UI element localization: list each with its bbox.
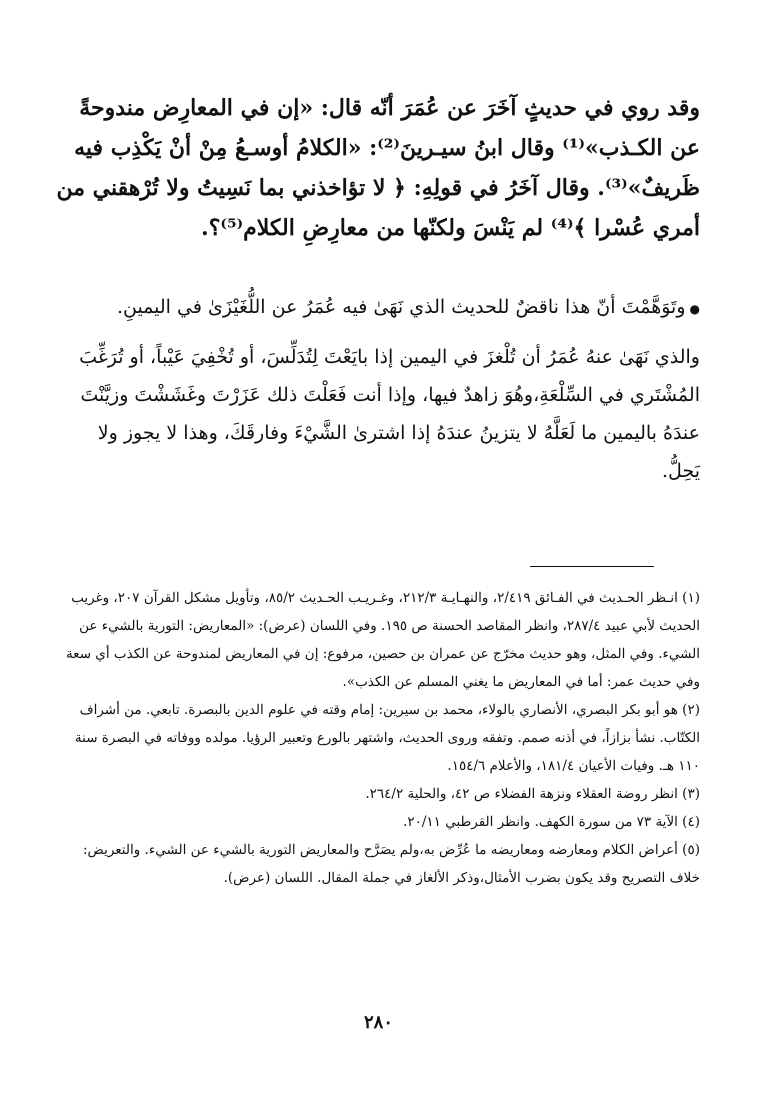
paragraph-quotes: وقد روي في حديثٍ آخَرَ عن عُمَرَ أنّه قال: «إن في المعارِض مندوحةً عن الكـذب»⁽¹⁾ وقال ابنُ سيـرينَ⁽²⁾: «الكلامُ أوسـعُ مِنْ أنْ يَكْذِب فيه ظَريفٌ»⁽³⁾. وقال آخَرُ في قولِهِ: ﴿ لا تؤاخذني بما نَسِيتُ ولا تُرْهقني من أمري عُسْرا ﴾⁽⁴⁾ لم يَنْسَ ولكنّها من معارِضِ الكلام⁽⁵⁾؟.	[56, 95, 700, 241]
footnote-2: (٢) هو أبو بكر البصري، الأنصاري بالولاء، محمد بن سيرين: إمام وقته في علوم الدين بالبصرة. تابعي. من أشراف الكتّاب. نشأ بزازاً، في أذنه صمم. وتفقه وروى الحديث، واشتهر بالورع وتعبير الرؤيا. مولده ووفاته في البصرة سنة ١١٠ هـ. وفيات الأعيان ١٨١/٤، والأعلام ١٥٤/٦.	[74, 702, 700, 774]
footnote-5: (٥) أعراض الكلام ومعارضه ومعاريضه ما عُرِّض به،ولم يصَرَّح والمعاريض التورية بالشيء عن الشيء. والتعريض: خلاف التصريح وقد يكون بضرب الأمثال،وذكر الألغاز في جملة المقال. اللسان (عرض).	[83, 842, 700, 886]
paragraph-reply: والذي نَهَىٰ عنهُ عُمَرُ أن تُلْغزَ في اليمين إذا بايَعْتَ لِتُدَلِّسَ، أو تُخْفِيَ عَيْباً، أو تُرَغِّبَ المُشْتَري في السِّلْعَةِ،وهُوَ زاهدٌ فيها، وإذا أنت فَعَلْتَ ذلك عَزَرْتَ وغَشَشْتَ وزيَّنْتَ عندَهُ باليمين ما لَعَلَّهُ لا يتزينُ عندَهُ إذا اشترىٰ الشَّيْءَ وفارقَكَ، وهذا لا يجوز ولا يَحِلُّ.	[79, 346, 700, 482]
paragraph-objection-text: وتَوَهَّمْتَ أنّ هذا ناقضٌ للحديث الذي نَهَىٰ فيه عُمَرُ عن اللُّغَيْزَىٰ في اليمينِ.	[116, 296, 686, 318]
page-number: ٢٨٠	[363, 1012, 393, 1033]
footnote-1: (١) انـظر الحـديث في الفـائق ٢/٤١٩، والنهـايـة ٢١٢/٣، وغـريـب الحـديث ٨٥/٢، وتأويل مشكل القرآن ٢٠٧، وغريب الحديث لأبي عبيد ٢٨٧/٤، وانظر المقاصد الحسنة ص ١٩٥. وفي اللسان (عرض): «المعاريض: التورية بالشيء عن الشيء. وفي المثل، وهو حديث مخرّج عن عمران بن حصين، مرفوع: إن في المعاريض لمندوحة عن الكذب أي سعة وفي حديث عمر: أما في المعاريض ما يغني المسلم عن الكذب».	[65, 590, 700, 690]
main-text	[55, 88, 700, 500]
footnote-3: (٣) انظر روضة العقلاء ونزهة الفضلاء ص ٤٢، والحلية ٢٦٤/٢.	[365, 786, 700, 802]
footnote-4: (٤) الآية ٧٣ من سورة الكهف. وانظر القرطبي ٢٠/١١.	[403, 814, 700, 830]
footnote-divider	[530, 566, 654, 567]
footnotes	[55, 584, 700, 892]
paragraph-objection	[55, 288, 700, 328]
bullet-icon: ●	[689, 302, 700, 316]
